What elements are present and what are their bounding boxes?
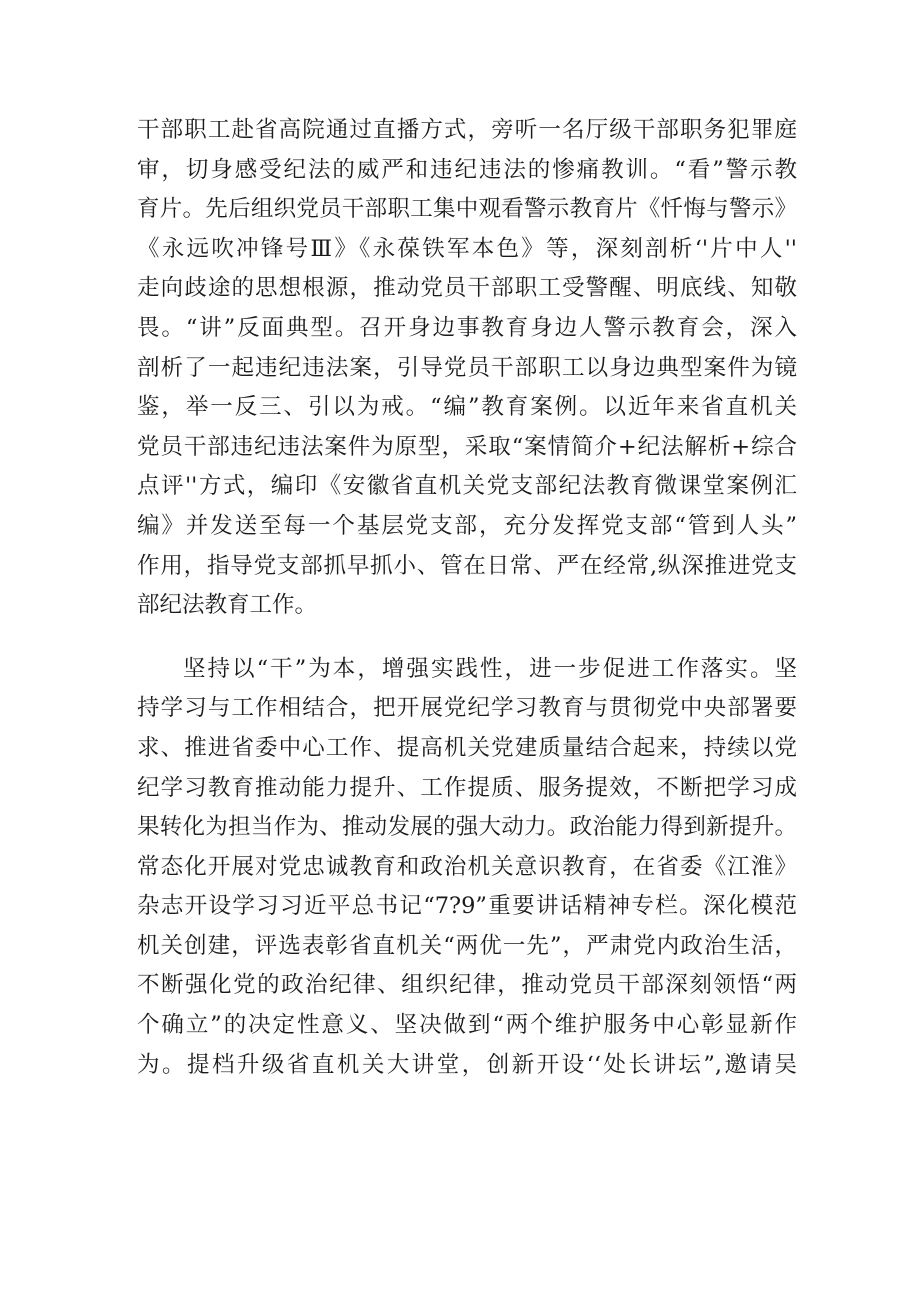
- text-line: 纪学习教育推动能力提升、工作提质、服务提效，不断把学习成: [137, 774, 797, 801]
- text-line: 点评''方式，编印《安徽省直机关党支部纪法教育微课堂案例汇: [137, 473, 797, 500]
- text-line: 持学习与工作相结合，把开展党纪学习教育与贯彻党中央部署要: [137, 695, 797, 722]
- text-line: 杂志开设学习习近平总书记“7?9”重要讲话精神专栏。深化模范: [137, 893, 797, 920]
- text-line: 鉴，举一反三、引以为戒。“编”教育案例。以近年来省直机关: [137, 394, 797, 421]
- paragraph-1: [137, 111, 797, 626]
- text-line: 机关创建，评选表彰省直机关“两优一先”，严肃党内政治生活，: [137, 932, 797, 959]
- text-line: 畏。“讲”反面典型。召开身边事教育身边人警示教育会，深入: [137, 314, 797, 341]
- text-line: 《永远吹冲锋号Ⅲ》《永葆铁军本色》等，深刻剖析‘'片中人'': [137, 235, 797, 262]
- text-line: 果转化为担当作为、推动发展的强大动力。政治能力得到新提升。: [137, 814, 797, 841]
- text-line: 常态化开展对党忠诚教育和政治机关意识教育，在省委《江淮》: [137, 853, 797, 880]
- document-body: [137, 111, 797, 1085]
- paragraph-spacer: [137, 626, 797, 650]
- text-line: 审，切身感受纪法的威严和违纪违法的惨痛教训。“看”警示教: [137, 156, 797, 183]
- text-line: 求、推进省委中心工作、提高机关党建质量结合起来，持续以党: [137, 734, 797, 761]
- text-line: 剖析了一起违纪违法案，引导党员干部职工以身边典型案件为镜: [137, 354, 797, 381]
- text-line: 部纪法教育工作。: [137, 592, 318, 619]
- text-line: 作用，指导党支部抓早抓小、管在日常、严在经常,纵深推进党支: [137, 552, 797, 579]
- text-line: 不断强化党的政治纪律、组织纪律，推动党员干部深刻领悟“两: [137, 972, 797, 999]
- text-line: 编》并发送至每一个基层党支部，充分发挥党支部“管到人头”: [137, 512, 797, 539]
- text-line: 走向歧途的思想根源，推动党员干部职工受警醒、明底线、知敬: [137, 275, 797, 302]
- paragraph-2: [137, 650, 797, 1086]
- text-line: 个确立”的决定性意义、坚决做到“两个维护服务中心彰显新作: [137, 1012, 797, 1039]
- text-line: 坚持以“干”为本，增强实践性，进一步促进工作落实。坚: [183, 655, 797, 682]
- text-line: 育片。先后组织党员干部职工集中观看警示教育片《忏悔与警示》: [137, 196, 797, 223]
- text-line: 干部职工赴省高院通过直播方式，旁听一名厅级干部职务犯罪庭: [137, 117, 797, 143]
- text-line: 为。提档升级省直机关大讲堂，创新开设‘‘处长讲坛”,邀请吴: [137, 1051, 797, 1078]
- text-line: 党员干部违纪违法案件为原型，采取“案情简介+纪法解析+综合: [137, 433, 797, 460]
